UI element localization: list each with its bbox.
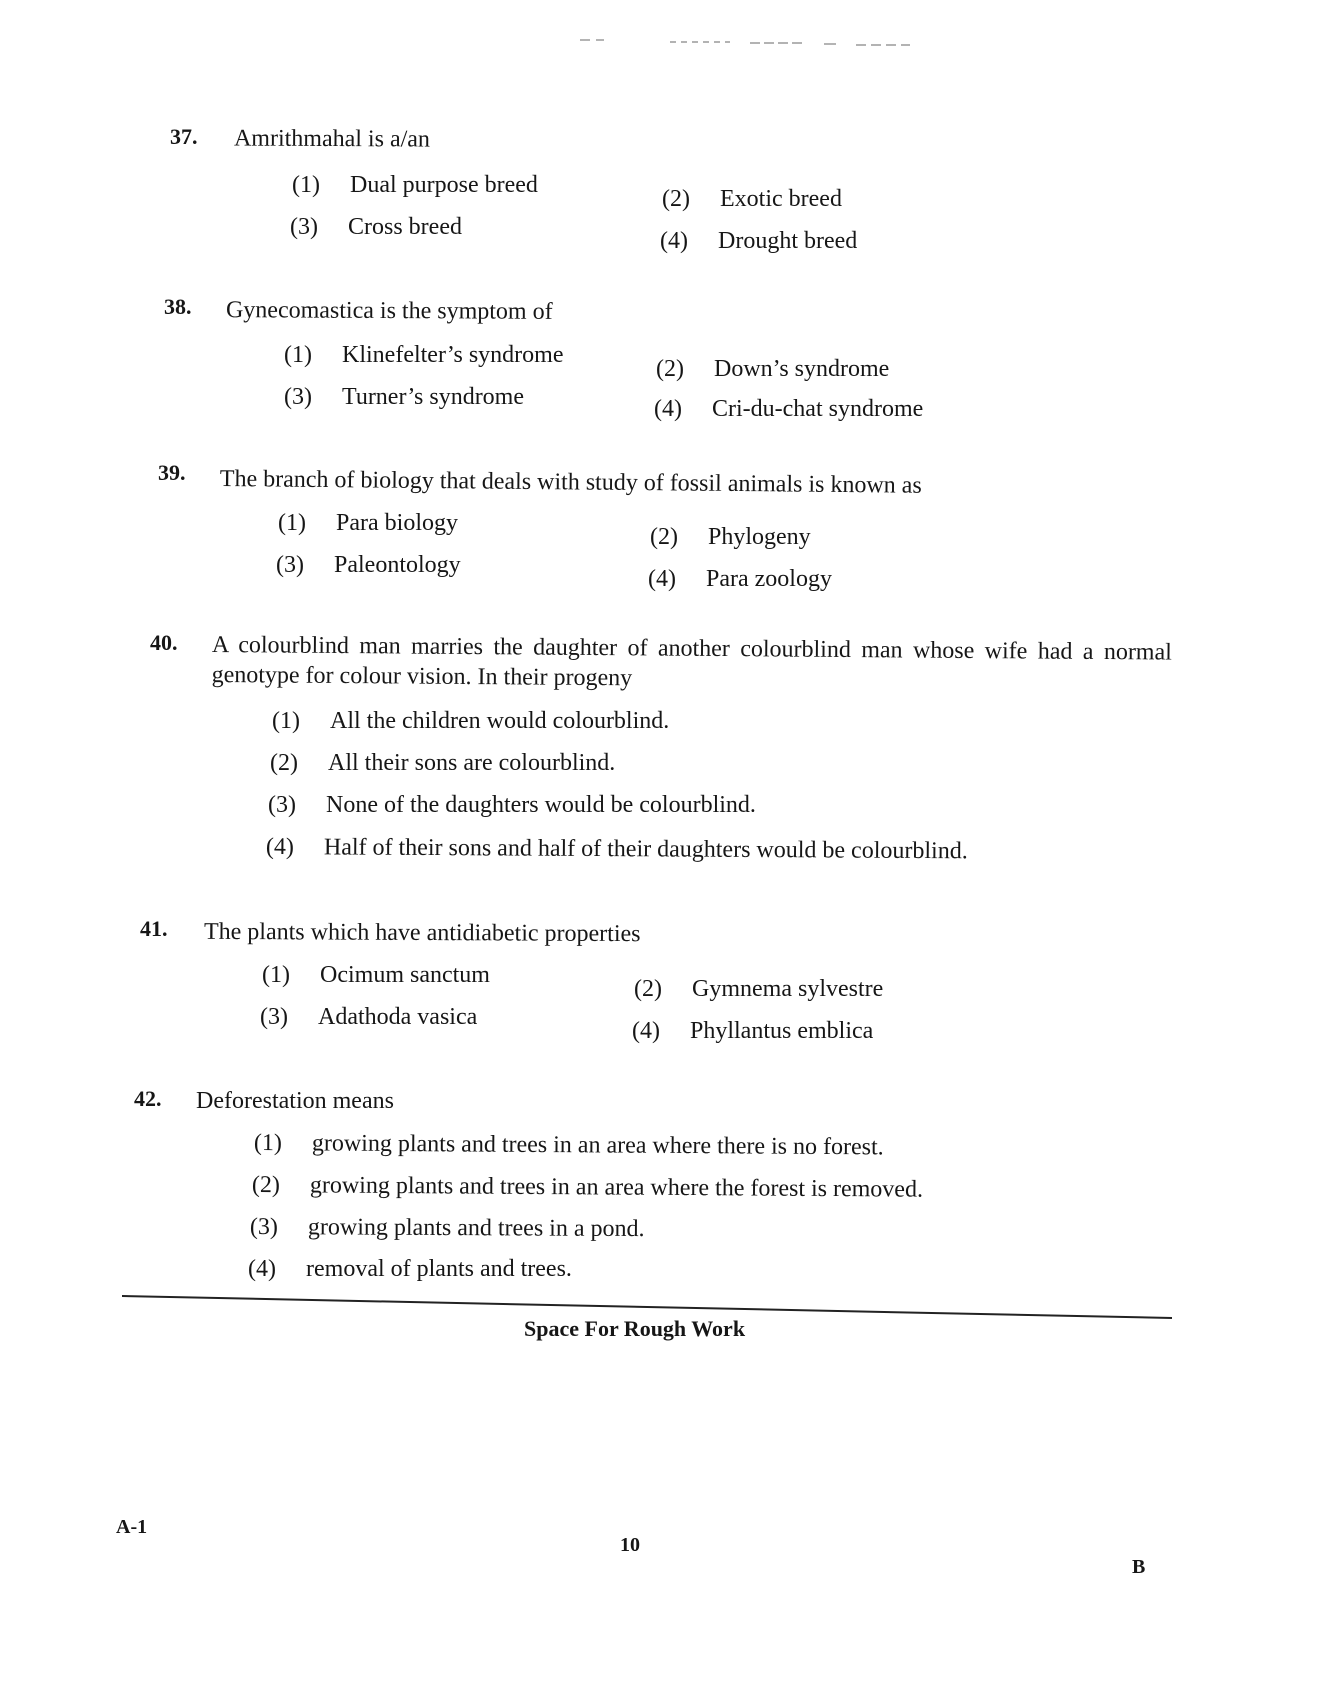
option-text: Ocimum sanctum [320, 962, 490, 988]
option-text: Phylogeny [708, 524, 811, 550]
page-number: 10 [620, 1534, 640, 1556]
option-text: Turner’s syndrome [342, 384, 525, 410]
question-text: Deforestation means [196, 1088, 394, 1114]
option-number: (2) [634, 976, 662, 1002]
option-text: All the children would colourblind. [330, 708, 670, 734]
option-number: (2) [270, 750, 298, 776]
option-number: (2) [656, 356, 684, 382]
question-text: Gynecomastica is the symptom of [225, 297, 553, 325]
option-3[interactable] [260, 1004, 477, 1031]
option-4[interactable] [660, 228, 857, 255]
option-text: None of the daughters would be colourblind. [326, 792, 756, 818]
option-text: Gymnema sylvestre [692, 976, 884, 1002]
version-code: B [1132, 1556, 1146, 1578]
question-number: 42. [134, 1086, 162, 1111]
option-2[interactable] [662, 186, 842, 213]
option-number: (2) [662, 186, 690, 212]
option-number: (3) [268, 792, 296, 818]
option-text: Klinefelter’s syndrome [342, 342, 564, 368]
option-3[interactable] [250, 1214, 645, 1243]
option-number: (1) [253, 1130, 282, 1157]
option-3[interactable] [268, 792, 756, 819]
option-3[interactable] [276, 552, 461, 579]
option-2[interactable] [252, 1172, 923, 1204]
option-number: (1) [272, 708, 300, 734]
option-text: Drought breed [718, 228, 858, 254]
question-number: 40. [150, 630, 178, 655]
option-text: Adathoda vasica [318, 1004, 478, 1030]
option-1[interactable] [254, 1130, 884, 1161]
question-number: 41. [140, 916, 168, 941]
option-1[interactable] [284, 342, 564, 369]
option-4[interactable] [632, 1018, 873, 1045]
top-dash-marks [580, 36, 920, 48]
option-1[interactable] [292, 172, 538, 199]
option-1[interactable] [262, 962, 490, 989]
question-text: Amrithmahal is a/an [233, 125, 431, 153]
option-number: (4) [248, 1256, 276, 1282]
option-number: (1) [292, 172, 320, 198]
option-number: (3) [260, 1004, 288, 1030]
rough-work-label: Space For Rough Work [524, 1316, 746, 1341]
option-number: (1) [278, 510, 306, 536]
option-text: growing plants and trees in a pond. [307, 1214, 645, 1243]
question-number: 39. [158, 460, 186, 485]
option-4[interactable] [248, 1256, 572, 1283]
option-1[interactable] [272, 708, 669, 735]
option-text: Down’s syndrome [714, 356, 890, 382]
option-4[interactable] [654, 396, 923, 423]
option-text: Para zoology [706, 566, 832, 592]
option-text: Paleontology [334, 552, 461, 578]
option-2[interactable] [634, 976, 883, 1003]
option-text: Para biology [336, 510, 458, 536]
option-number: (4) [648, 566, 676, 592]
option-number: (4) [654, 396, 682, 422]
option-text: All their sons are colourblind. [328, 750, 616, 776]
option-number: (3) [276, 552, 304, 578]
option-number: (1) [284, 342, 312, 368]
question-text: The branch of biology that deals with study of fossil animals is known as [219, 466, 922, 499]
option-text: Cri-du-chat syndrome [712, 396, 924, 422]
option-number: (4) [265, 834, 294, 861]
option-number: (2) [650, 524, 678, 550]
question-text: A colourblind man marries the daughter of another colourblind man whose wife had a normal genotype for colour vision. In their progeny [211, 631, 1172, 692]
option-4[interactable] [266, 834, 968, 865]
question-number: 38. [164, 294, 192, 319]
booklet-code: A-1 [116, 1516, 148, 1538]
option-3[interactable] [284, 384, 524, 411]
option-text: Half of their sons and half of their daughters would be colourblind. [323, 834, 968, 865]
option-number: (1) [262, 962, 290, 988]
option-number: (3) [290, 214, 318, 240]
option-number: (4) [660, 228, 688, 254]
option-number: (4) [632, 1018, 660, 1044]
question-text: The plants which have antidiabetic properties [203, 918, 641, 948]
option-number: (3) [249, 1214, 278, 1241]
option-text: growing plants and trees in an area where there is no forest. [311, 1130, 884, 1161]
option-text: Phyllantus emblica [690, 1018, 874, 1044]
option-text: growing plants and trees in an area where the forest is removed. [309, 1172, 924, 1203]
option-text: removal of plants and trees. [306, 1256, 572, 1282]
option-number: (3) [284, 384, 312, 410]
question-number: 37. [170, 124, 198, 149]
option-2[interactable] [270, 750, 615, 777]
option-number: (2) [251, 1172, 280, 1199]
option-2[interactable] [656, 356, 889, 383]
option-4[interactable] [648, 566, 832, 593]
option-3[interactable] [290, 214, 462, 241]
option-text: Cross breed [348, 214, 462, 240]
option-text: Dual purpose breed [350, 172, 538, 198]
option-text: Exotic breed [720, 186, 842, 212]
option-1[interactable] [278, 510, 458, 537]
option-2[interactable] [650, 524, 811, 551]
